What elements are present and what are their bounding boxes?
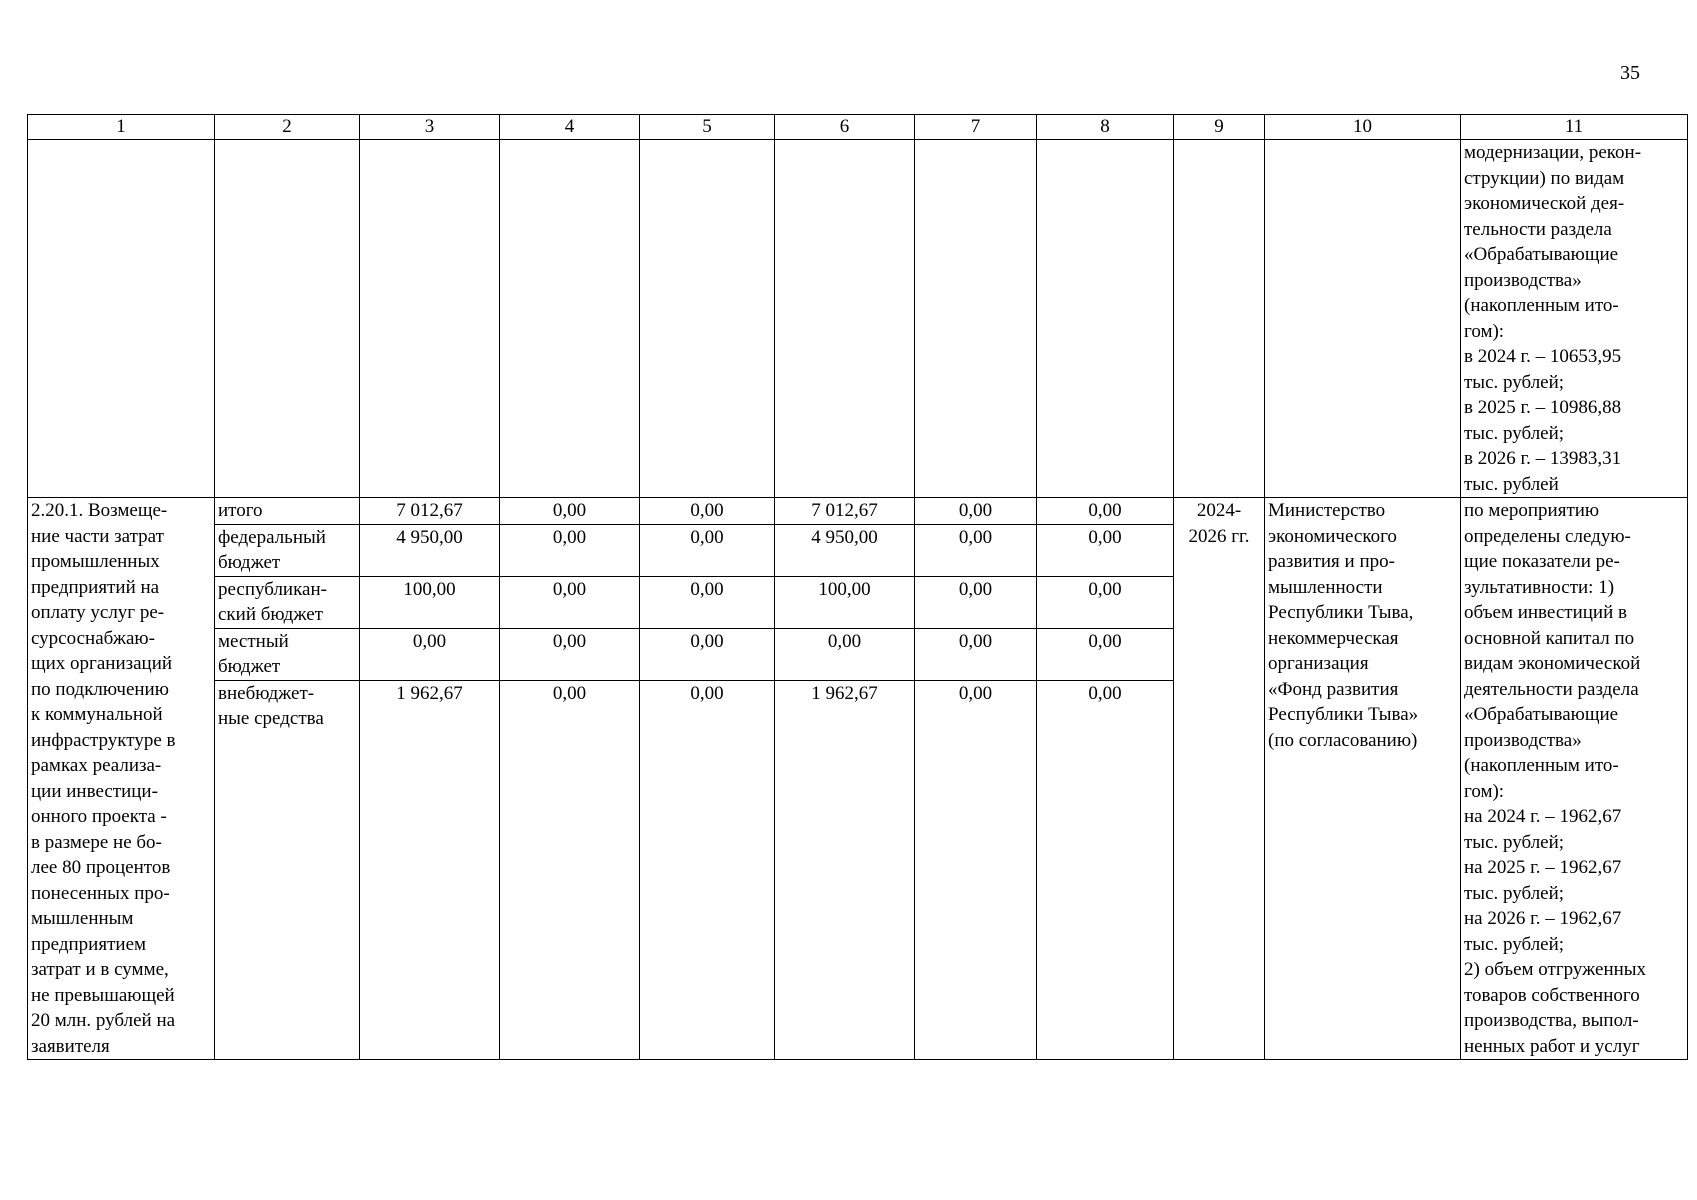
column-number: 3 (360, 115, 500, 140)
column-number: 4 (500, 115, 640, 140)
implementation-period: 2024- 2026 гг. (1174, 498, 1265, 1060)
empty-cell (1174, 140, 1265, 498)
column-number: 8 (1037, 115, 1174, 140)
amount-col8: 0,00 (1037, 680, 1174, 1060)
amount-col6: 0,00 (775, 628, 915, 680)
amount-col4: 0,00 (500, 576, 640, 628)
results-continuation-text: модернизации, рекон- струкции) по видам экономической дея- тельности раздела «Обрабатывающие производства» (накопленным ито- гом): в 2024 г. – 10653,95 тыс. рублей; в 2025 г. – 10986,88 тыс. рублей; в 2026 г. – 13983,31 тыс. рублей (1461, 140, 1688, 498)
amount-col5: 0,00 (640, 628, 775, 680)
amount-col4: 0,00 (500, 524, 640, 576)
column-number: 2 (215, 115, 360, 140)
page-number: 35 (1620, 62, 1640, 84)
amount-col6: 100,00 (775, 576, 915, 628)
funding-source-label: итого (215, 498, 360, 525)
funding-source-label: республикан- ский бюджет (215, 576, 360, 628)
amount-col7: 0,00 (915, 576, 1037, 628)
measure-name: 2.20.1. Возмеще- ние части затрат промышленных предприятий на оплату услуг ре- сурсоснабжаю- щих организаций по подключению к коммунальной инфраструктуре в рамках реализа- ции инвестици- онного проекта - в размере не бо- лее 80 процентов понесенных про- мышленным предприятием затрат и в сумме, не превышающей 20 млн. рублей на заявителя (28, 498, 215, 1060)
column-number: 10 (1265, 115, 1461, 140)
amount-col3: 0,00 (360, 628, 500, 680)
column-number: 6 (775, 115, 915, 140)
amount-col8: 0,00 (1037, 628, 1174, 680)
amount-col8: 0,00 (1037, 498, 1174, 525)
amount-col3: 100,00 (360, 576, 500, 628)
column-number: 9 (1174, 115, 1265, 140)
empty-cell (1265, 140, 1461, 498)
funding-source-label: местный бюджет (215, 628, 360, 680)
amount-col7: 0,00 (915, 680, 1037, 1060)
amount-col7: 0,00 (915, 628, 1037, 680)
empty-cell (360, 140, 500, 498)
amount-col7: 0,00 (915, 524, 1037, 576)
empty-cell (775, 140, 915, 498)
amount-col5: 0,00 (640, 498, 775, 525)
empty-cell (1037, 140, 1174, 498)
amount-col5: 0,00 (640, 680, 775, 1060)
amount-col4: 0,00 (500, 498, 640, 525)
funding-source-label: внебюджет- ные средства (215, 680, 360, 1060)
amount-col6: 7 012,67 (775, 498, 915, 525)
amount-col3: 1 962,67 (360, 680, 500, 1060)
amount-col7: 0,00 (915, 498, 1037, 525)
empty-cell (215, 140, 360, 498)
amount-col3: 4 950,00 (360, 524, 500, 576)
column-number: 5 (640, 115, 775, 140)
empty-cell (915, 140, 1037, 498)
column-numbers-row (28, 115, 1688, 140)
column-number: 11 (1461, 115, 1688, 140)
column-number: 1 (28, 115, 215, 140)
amount-col5: 0,00 (640, 524, 775, 576)
amount-col8: 0,00 (1037, 524, 1174, 576)
continuation-row (28, 140, 1688, 498)
amount-col8: 0,00 (1037, 576, 1174, 628)
column-number: 7 (915, 115, 1037, 140)
amount-col6: 4 950,00 (775, 524, 915, 576)
funding-source-label: федеральный бюджет (215, 524, 360, 576)
amount-col6: 1 962,67 (775, 680, 915, 1060)
funding-row-total (28, 498, 1688, 525)
amount-col4: 0,00 (500, 628, 640, 680)
performance-indicators: по мероприятию определены следую- щие показатели ре- зультативности: 1) объем инвестиций в основной капитал по видам экономической деятельности раздела «Обрабатывающие производства» (накопленным ито- гом): на 2024 г. – 1962,67 тыс. рублей; на 2025 г. – 1962,67 тыс. рублей; на 2026 г. – 1962,67 тыс. рублей; 2) объем отгруженных товаров собственного производства, выпол- ненных работ и услуг (1461, 498, 1688, 1060)
empty-cell (28, 140, 215, 498)
responsible-executor: Министерство экономического развития и про- мышленности Республики Тыва, некоммерческая организация «Фонд развития Республики Тыва» (по согласованию) (1265, 498, 1461, 1060)
empty-cell (500, 140, 640, 498)
amount-col5: 0,00 (640, 576, 775, 628)
empty-cell (640, 140, 775, 498)
amount-col4: 0,00 (500, 680, 640, 1060)
program-table (27, 114, 1688, 1060)
amount-col3: 7 012,67 (360, 498, 500, 525)
